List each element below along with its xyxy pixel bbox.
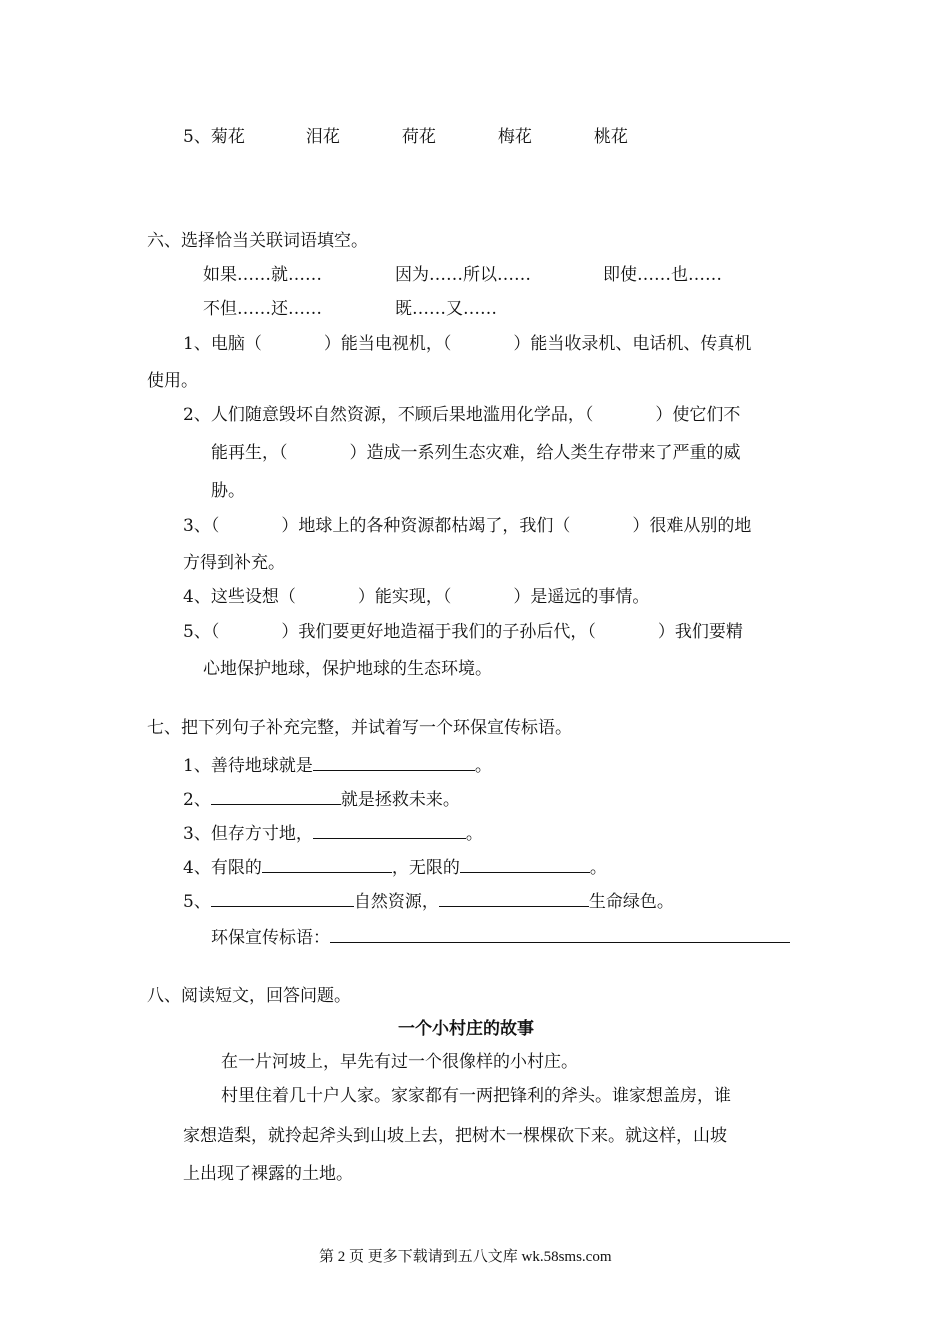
answer-blank[interactable]: [313, 752, 475, 771]
text: 5、: [183, 892, 211, 912]
story-paragraph-2-line-1: 村里住着几十户人家。家家都有一两把锋利的斧头。谁家想盖房，谁: [221, 1086, 731, 1106]
s6-item-2-cont2: 胁。: [211, 481, 245, 501]
answer-blank[interactable]: [439, 888, 589, 907]
flower-2: 泪花: [305, 127, 340, 147]
flower-4: 梅花: [497, 127, 532, 147]
answer-blank[interactable]: [460, 854, 590, 873]
text: 生命绿色。: [588, 892, 674, 912]
text: ）使它们不: [655, 405, 741, 425]
text: ）能当电视机，（: [323, 334, 452, 354]
text: 4、这些设想（: [183, 587, 296, 607]
text: ）能当收录机、电话机、传真机: [513, 334, 752, 354]
s7-item-2: [183, 786, 460, 812]
story-paragraph-1: 在一片河坡上，早先有过一个很像样的小村庄。: [221, 1052, 578, 1072]
answer-blank[interactable]: [262, 854, 392, 873]
s6-item-2: [183, 403, 740, 427]
connector-option-4: 不但……还……: [203, 299, 322, 319]
connector-option-3: 即使……也……: [603, 265, 722, 285]
answer-blank[interactable]: [211, 888, 354, 907]
text: ）我们要更好地造福于我们的子孙后代，（: [281, 622, 596, 642]
text: 。: [465, 824, 483, 844]
text: 3、但存方寸地，: [183, 824, 313, 844]
flower-1: 菊花: [210, 127, 245, 147]
text: 1、善待地球就是: [183, 756, 313, 776]
text: 4、有限的: [183, 858, 262, 878]
s6-item-3: [183, 514, 751, 538]
connector-option-2: 因为……所以……: [395, 265, 531, 285]
text: 。: [589, 858, 607, 878]
story-paragraph-2-line-3: 上出现了裸露的土地。: [183, 1164, 353, 1184]
flower-list: [183, 125, 628, 149]
text: ，无限的: [391, 858, 460, 878]
flower-5: 桃花: [593, 127, 628, 147]
story-paragraph-2-line-2: 家想造梨，就拎起斧头到山坡上去，把树木一棵棵砍下来。就这样，山坡: [183, 1126, 727, 1146]
text: 3、（: [183, 516, 220, 536]
text: ）很难从别的地: [632, 516, 752, 536]
connector-option-5: 既……又……: [395, 299, 497, 319]
slogan-line: [211, 924, 790, 950]
s7-item-5: [183, 888, 674, 914]
s6-item-5: [183, 620, 743, 644]
page-footer: 第 2 页 更多下载请到五八文库 wk.58sms.com: [319, 1249, 612, 1265]
s6-item-1-cont: 使用。: [147, 371, 198, 391]
text: ）是遥远的事情。: [513, 587, 650, 607]
text: ）我们要精: [657, 622, 743, 642]
s6-item-5-cont: 心地保护地球，保护地球的生态环境。: [203, 659, 492, 679]
text: 能再生，（: [211, 443, 288, 463]
answer-blank[interactable]: [211, 786, 341, 805]
text: 2、: [183, 790, 211, 810]
connector-option-1: 如果……就……: [203, 265, 322, 285]
s7-item-4: [183, 854, 607, 880]
text: ）能实现，（: [357, 587, 452, 607]
s7-item-1: [183, 752, 492, 778]
s6-item-3-cont: 方得到补充。: [183, 553, 285, 573]
flower-3: 荷花: [401, 127, 436, 147]
slogan-label: 环保宣传标语：: [211, 928, 330, 948]
text: ）造成一系列生态灾难，给人类生存带来了严重的威: [349, 443, 741, 463]
text: 自然资源，: [353, 892, 439, 912]
text: 5、（: [183, 622, 220, 642]
s6-item-1: [183, 332, 751, 356]
text: 就是拯救未来。: [340, 790, 460, 810]
section-6-title: 六、选择恰当关联词语填空。: [147, 231, 368, 251]
section-8-title: 八、阅读短文，回答问题。: [147, 986, 351, 1006]
text: 2、人们随意毁坏自然资源，不顾后果地滥用化学品，（: [183, 405, 594, 425]
text: 。: [474, 756, 492, 776]
slogan-blank[interactable]: [330, 924, 790, 943]
s6-item-4: [183, 585, 649, 609]
section-7-title: 七、把下列句子补充完整，并试着写一个环保宣传标语。: [147, 718, 572, 738]
s6-item-2-cont: [211, 441, 741, 465]
item-number: 5、: [183, 127, 211, 147]
text: ）地球上的各种资源都枯竭了，我们（: [281, 516, 571, 536]
s7-item-3: [183, 820, 483, 846]
answer-blank[interactable]: [313, 820, 466, 839]
story-title: 一个小村庄的故事: [398, 1019, 534, 1039]
text: 1、电脑（: [183, 334, 262, 354]
